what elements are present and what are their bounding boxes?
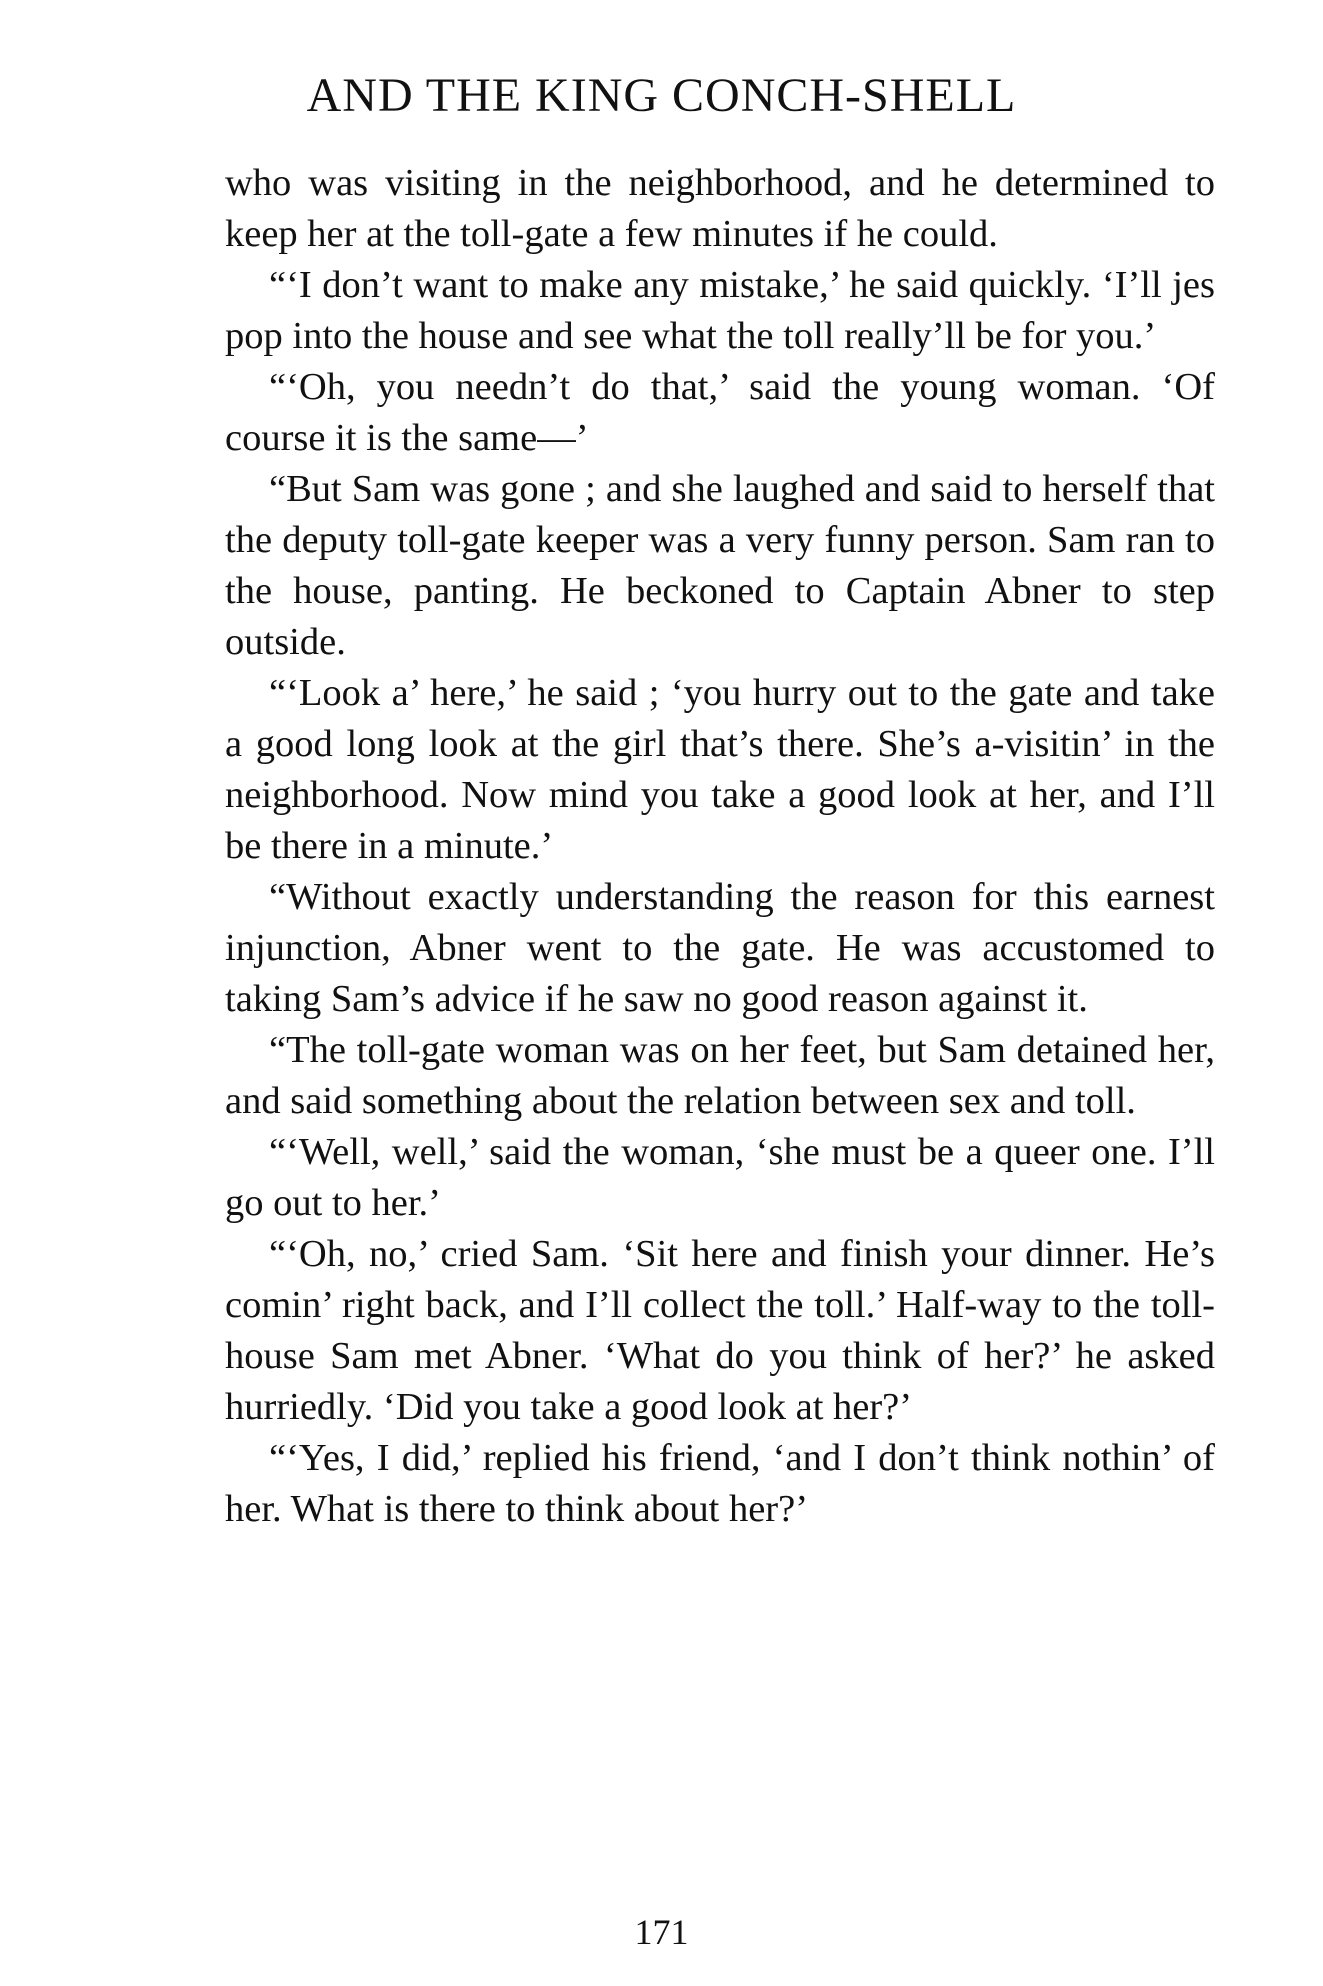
paragraph: “‘I don’t want to make any mistake,’ he said quickly. ‘I’ll jes pop into the house and see what the toll really’ll be for you.’	[225, 264, 1215, 357]
running-head: AND THE KING CONCH-SHELL	[306, 69, 1017, 122]
page-number: 171	[634, 1912, 689, 1952]
paragraph-continued: who was visiting in the neighborhood, and he determined to keep her at the toll-gate a few minutes if he could.	[225, 162, 1215, 255]
paragraph: “Without exactly understanding the reason for this earnest injunction, Abner went to the gate. He was accustomed to taking Sam’s advice if he saw no good reason against it.	[225, 876, 1215, 1020]
paragraph: “‘Yes, I did,’ replied his friend, ‘and I don’t think nothin’ of her. What is there to think about her?’	[225, 1437, 1215, 1530]
paragraph: “‘Well, well,’ said the woman, ‘she must be a queer one. I’ll go out to her.’	[225, 1131, 1215, 1224]
paragraph: “The toll-gate woman was on her feet, but Sam detained her, and said something about the relation between sex and toll.	[225, 1029, 1215, 1122]
paragraph: “‘Look a’ here,’ he said ; ‘you hurry out to the gate and take a good long look at the girl that’s there. She’s a-visitin’ in the neighborhood. Now mind you take a good look at her, and I’ll be there in a minute.’	[225, 672, 1215, 867]
body-text	[225, 158, 1215, 1535]
paragraph: “But Sam was gone ; and she laughed and said to herself that the deputy toll-gate keeper was a very funny person. Sam ran to the house, panting. He beckoned to Captain Abner to step outside.	[225, 468, 1215, 663]
paragraph: “‘Oh, no,’ cried Sam. ‘Sit here and finish your dinner. He’s comin’ right back, and I’ll collect the toll.’ Half-way to the toll-house Sam met Abner. ‘What do you think of her?’ he asked hurriedly. ‘Did you take a good look at her?’	[225, 1233, 1215, 1428]
paragraph: “‘Oh, you needn’t do that,’ said the young woman. ‘Of course it is the same—’	[225, 366, 1215, 459]
